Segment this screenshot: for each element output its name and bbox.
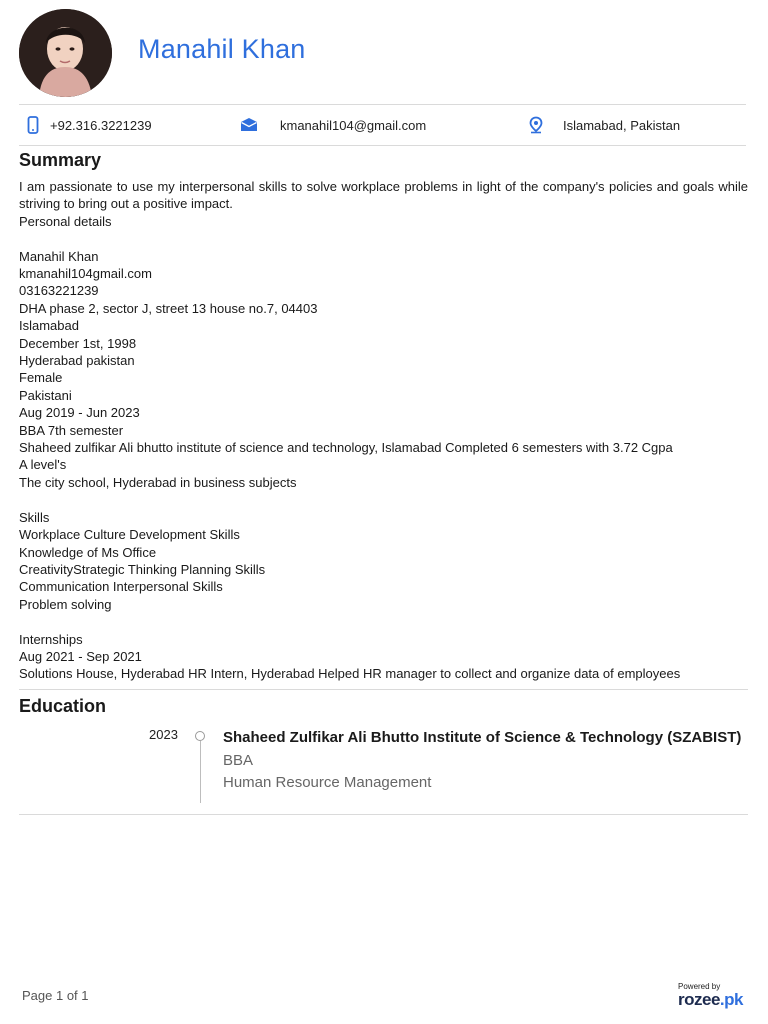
education-degree: BBA bbox=[223, 752, 254, 769]
summary-heading: Summary bbox=[19, 150, 102, 170]
brand-main: rozee bbox=[678, 990, 720, 1009]
section-divider bbox=[19, 814, 748, 815]
education-school: Shaheed Zulfikar Ali Bhutto Institute of Science & Technology (SZABIST) bbox=[223, 729, 742, 746]
personal-detail-line: Shaheed zulfikar Ali bhutto institute of science and technology, Islamabad Completed 6 semesters with 3.72 Cgpa bbox=[19, 440, 673, 456]
education-entry bbox=[19, 722, 748, 807]
rozee-logo-icon bbox=[678, 990, 743, 1010]
skill-item: Problem solving bbox=[19, 596, 112, 612]
contact-phone bbox=[24, 105, 152, 145]
powered-by-text: Powered by bbox=[678, 982, 721, 991]
section-divider bbox=[19, 689, 748, 690]
internships-heading: Internships bbox=[19, 631, 83, 647]
candidate-name: Manahil Khan bbox=[138, 34, 306, 64]
summary-section bbox=[19, 178, 748, 683]
brand-suffix: .pk bbox=[719, 990, 743, 1009]
personal-detail-line: Manahil Khan bbox=[19, 248, 99, 264]
personal-detail-line: kmanahil104gmail.com bbox=[19, 266, 152, 282]
personal-detail-line: Aug 2019 - Jun 2023 bbox=[19, 405, 140, 421]
location-icon bbox=[527, 116, 545, 134]
email-icon bbox=[240, 116, 258, 134]
personal-detail-line: Female bbox=[19, 370, 63, 386]
skill-item: CreativityStrategic Thinking Planning Skills bbox=[19, 561, 266, 577]
personal-detail-line: A level's bbox=[19, 457, 67, 473]
contact-email bbox=[240, 105, 426, 145]
summary-intro: I am passionate to use my interpersonal skills to solve workplace problems in light of the company's policies and goals while striving to bring out a positive impact. bbox=[19, 179, 748, 212]
spacer bbox=[19, 491, 748, 508]
internship-dates: Aug 2021 - Sep 2021 bbox=[19, 648, 142, 664]
education-field: Human Resource Management bbox=[223, 774, 432, 791]
skills-heading: Skills bbox=[19, 509, 50, 525]
personal-detail-line: Islamabad bbox=[19, 318, 79, 334]
avatar-photo bbox=[19, 9, 112, 97]
internship-description: Solutions House, Hyderabad HR Intern, Hyderabad Helped HR manager to collect and organize data of employees bbox=[19, 666, 681, 682]
personal-detail-line: DHA phase 2, sector J, street 13 house no.7, 04403 bbox=[19, 300, 318, 316]
education-year: 2023 bbox=[149, 727, 178, 742]
timeline-dot-icon bbox=[195, 731, 205, 741]
personal-detail-line: 03163221239 bbox=[19, 283, 99, 299]
contact-bar bbox=[19, 104, 746, 146]
skill-item: Workplace Culture Development Skills bbox=[19, 527, 240, 543]
personal-detail-line: The city school, Hyderabad in business subjects bbox=[19, 474, 297, 490]
skill-item: Communication Interpersonal Skills bbox=[19, 579, 223, 595]
page-number: Page 1 of 1 bbox=[22, 988, 89, 1003]
phone-text: +92.316.3221239 bbox=[50, 117, 152, 133]
phone-icon bbox=[24, 116, 42, 134]
personal-detail-line: BBA 7th semester bbox=[19, 422, 124, 438]
avatar bbox=[19, 9, 112, 97]
email-text[interactable]: kmanahil104@gmail.com bbox=[280, 117, 427, 133]
personal-detail-line: Hyderabad pakistan bbox=[19, 353, 135, 369]
spacer bbox=[19, 613, 748, 630]
personal-details-heading: Personal details bbox=[19, 213, 112, 229]
contact-location bbox=[527, 105, 680, 145]
skill-item: Knowledge of Ms Office bbox=[19, 544, 157, 560]
brand-logo[interactable] bbox=[676, 982, 746, 1012]
spacer bbox=[19, 230, 748, 247]
timeline-line bbox=[200, 741, 201, 803]
education-heading: Education bbox=[19, 696, 107, 716]
personal-detail-line: December 1st, 1998 bbox=[19, 335, 137, 351]
personal-detail-line: Pakistani bbox=[19, 387, 72, 403]
location-text: Islamabad, Pakistan bbox=[563, 117, 681, 133]
